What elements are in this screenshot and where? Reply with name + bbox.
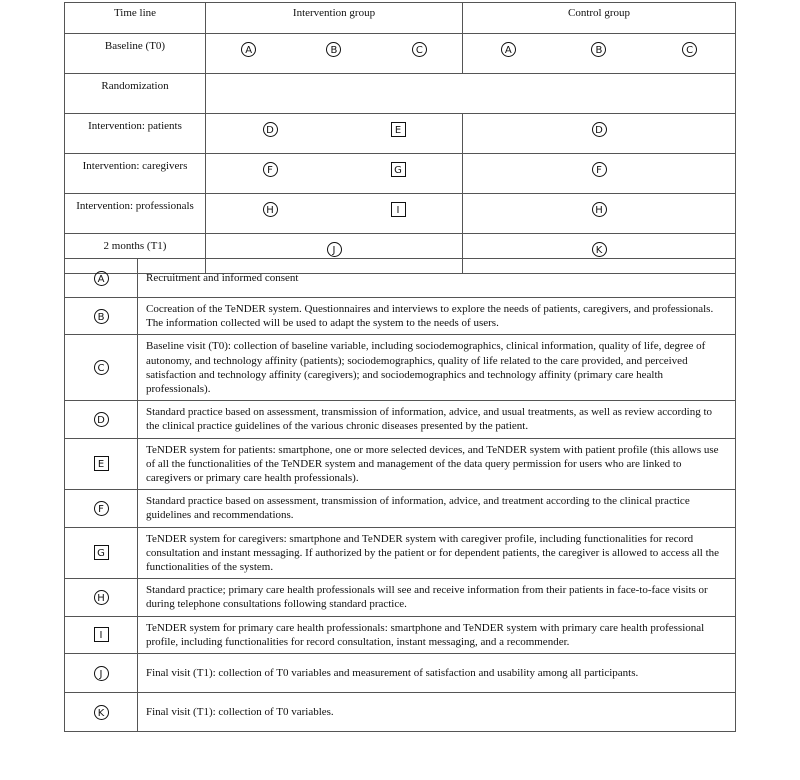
symbol-a-icon: A [241,42,256,57]
legend-row [65,527,736,579]
legend-description: Final visit (T1): collection of T0 variables and measurement of satisfaction and usability among all participants. [138,654,736,693]
intervention-cell [206,34,463,74]
legend-description: Final visit (T1): collection of T0 variables. [138,693,736,732]
symbol-k-icon: K [94,705,109,720]
timeline-row [65,154,736,194]
symbol-i-icon: I [391,202,406,217]
symbol-e-icon: E [94,456,109,471]
timeline-row [65,34,736,74]
legend-row [65,335,736,401]
symbol-f-icon: F [263,162,278,177]
symbol-d-icon: D [592,122,607,137]
legend-row [65,438,736,490]
legend-description: Recruitment and informed consent [138,259,736,298]
timeline-row-label: Intervention: caregivers [65,154,206,194]
legend-description: Standard practice based on assessment, transmission of information, advice, and treatment according to the clinical practice guidelines and recommendations. [138,490,736,527]
timeline-row [65,114,736,154]
legend-symbol-cell [65,259,138,298]
legend-table [64,258,736,732]
control-cell [463,154,736,194]
legend-row [65,298,736,335]
intervention-cell [206,114,463,154]
legend-row [65,693,736,732]
symbol-i-icon: I [94,627,109,642]
timeline-row [65,74,736,114]
symbol-b-icon: B [94,309,109,324]
symbol-c-icon: C [682,42,697,57]
header-intervention-group: Intervention group [206,3,463,34]
legend-description: TeNDER system for primary care health professionals: smartphone and TeNDER system with primary care health professional profile, including functionalities for record consultation, instant messaging, and a recommender. [138,616,736,653]
symbol-f-icon: F [94,501,109,516]
symbol-c-icon: C [94,360,109,375]
timeline-merged-cell [206,74,736,114]
control-cell [463,34,736,74]
symbol-h-icon: H [94,590,109,605]
legend-symbol-cell [65,654,138,693]
legend-description: Baseline visit (T0): collection of baseline variable, including sociodemographics, clinical information, quality of life, degree of autonomy, and technology affinity (patients); sociodemographics, quality of life related to the care provided, and perceived satisfaction and technology affinity (caregivers); and sociodemographics and technology affinity (primary care health professionals). [138,335,736,401]
timeline-header-row [65,3,736,34]
symbol-j-icon: J [327,242,342,257]
timeline-row-label: Baseline (T0) [65,34,206,74]
control-cell [463,194,736,234]
timeline-table [64,2,736,274]
legend-symbol-cell [65,579,138,616]
legend-symbol-cell [65,335,138,401]
legend-description: Standard practice based on assessment, transmission of information, advice, and usual treatments, as well as review according to the clinical practice guidelines of the various chronic diseases presented by the patient. [138,401,736,438]
legend-row [65,259,736,298]
intervention-cell [206,194,463,234]
symbol-h-icon: H [263,202,278,217]
timeline-row [65,194,736,234]
legend-row [65,654,736,693]
symbol-j-icon: J [94,666,109,681]
legend-symbol-cell [65,298,138,335]
legend-symbol-cell [65,490,138,527]
header-control-group: Control group [463,3,736,34]
header-time-line: Time line [65,3,206,34]
legend-symbol-cell [65,527,138,579]
legend-symbol-cell [65,401,138,438]
legend-description: TeNDER system for caregivers: smartphone and TeNDER system with caregiver profile, including functionalities for record consultation and instant messaging. If authorized by the patient or for dependent patients, the caregiver is allowed to access all the functionalities of the system. [138,527,736,579]
intervention-cell [206,154,463,194]
legend-symbol-cell [65,693,138,732]
legend-symbol-cell [65,616,138,653]
symbol-f-icon: F [592,162,607,177]
symbol-d-icon: D [94,412,109,427]
symbol-c-icon: C [412,42,427,57]
legend-symbol-cell [65,438,138,490]
legend-description: Standard practice; primary care health professionals will see and receive information from their patients in face-to-face visits or during telephone consultations following standard practice. [138,579,736,616]
timeline-row-label: 2 months (T1) [65,234,206,274]
symbol-h-icon: H [592,202,607,217]
legend-row [65,616,736,653]
symbol-a-icon: A [501,42,516,57]
symbol-d-icon: D [263,122,278,137]
legend-description: Cocreation of the TeNDER system. Questionnaires and interviews to explore the needs of patients, caregivers, and professionals. The information collected will be used to adapt the system to the needs of users. [138,298,736,335]
legend-row [65,490,736,527]
symbol-b-icon: B [591,42,606,57]
symbol-e-icon: E [391,122,406,137]
symbol-b-icon: B [326,42,341,57]
legend-row [65,401,736,438]
control-cell [463,114,736,154]
legend-row [65,579,736,616]
timeline-row-label: Intervention: patients [65,114,206,154]
timeline-row-label: Intervention: professionals [65,194,206,234]
symbol-k-icon: K [592,242,607,257]
symbol-g-icon: G [391,162,406,177]
legend-description: TeNDER system for patients: smartphone, one or more selected devices, and TeNDER system with patient profile (this allows use of all the functionalities of the TeNDER system and management of the data query permission for users who are linked to caregivers or primary care health professionals). [138,438,736,490]
timeline-row-label: Randomization [65,74,206,114]
symbol-a-icon: A [94,271,109,286]
symbol-g-icon: G [94,545,109,560]
